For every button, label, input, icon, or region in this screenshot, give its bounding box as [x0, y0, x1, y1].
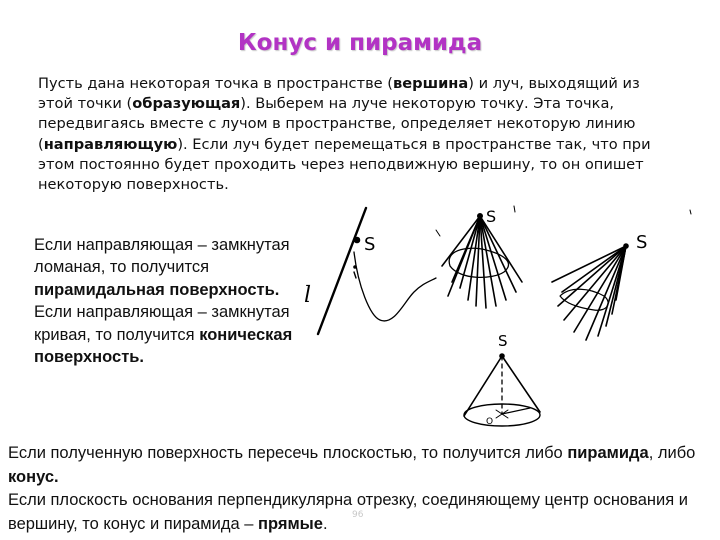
label-vertex-s1: S — [364, 234, 376, 255]
intro-text-3: ). Выберем на луче некоторую точку. Эта точка, передвигаясь вместе с лучом в пространстве, определяет некоторую линию ( — [38, 95, 636, 153]
term-conical-surface: коническая поверхность. — [34, 325, 293, 367]
term-directrix: направляющую — [43, 135, 178, 153]
left-text-1: Если направляющая – замкнутая ломаная, то получится — [34, 236, 290, 277]
label-center-o: O — [486, 417, 494, 427]
bottom-text-3: Если плоскость основания перпендикулярна отрезку, соединяющему центр основания и вершину, то конус и пирамида – — [8, 491, 688, 533]
bottom-text-4: . — [322, 514, 328, 533]
bottom-text-2: , либо — [648, 444, 696, 462]
label-vertex-s3: S — [636, 232, 648, 253]
term-vertex: вершина — [392, 75, 469, 92]
figure-ray-directrix — [318, 208, 436, 334]
intro-text-2: ) и луч, выходящий из этой точки ( — [38, 75, 640, 113]
intro-paragraph — [38, 74, 678, 195]
surfaces-description — [34, 234, 324, 368]
term-cone: конус. — [8, 467, 59, 486]
intro-text-4: ). Если луч будет перемещаться в пространстве так, что при этом постоянно будет проходить через неподвижную вершину, то он опишет некоторую поверхность. — [38, 135, 651, 194]
term-right: прямые — [258, 514, 323, 533]
page-number: 96 — [352, 510, 364, 520]
label-vertex-s4: S — [498, 332, 508, 350]
left-text-2: Если направляющая – замкнутая кривая, то получится — [34, 303, 290, 344]
term-generatrix: образующая — [132, 95, 241, 113]
term-pyramidal-surface: пирамидальная поверхность. — [34, 280, 280, 299]
label-directrix-l: l — [304, 283, 312, 308]
figure-conical-surface — [552, 244, 628, 340]
slide-title: Конус и пирамида — [237, 30, 483, 56]
conclusion-paragraph — [8, 442, 716, 536]
bottom-text-1: Если полученную поверхность пересечь плоскостью, то получится либо — [8, 444, 568, 462]
figures-diagram — [290, 196, 720, 440]
intro-text-1: Пусть дана некоторая точка в пространстве ( — [38, 75, 393, 92]
figure-pyramidal-surface — [436, 206, 522, 308]
figure-right-cone — [464, 354, 540, 426]
label-vertex-s2: S — [486, 207, 497, 226]
term-pyramid: пирамида — [567, 444, 649, 462]
